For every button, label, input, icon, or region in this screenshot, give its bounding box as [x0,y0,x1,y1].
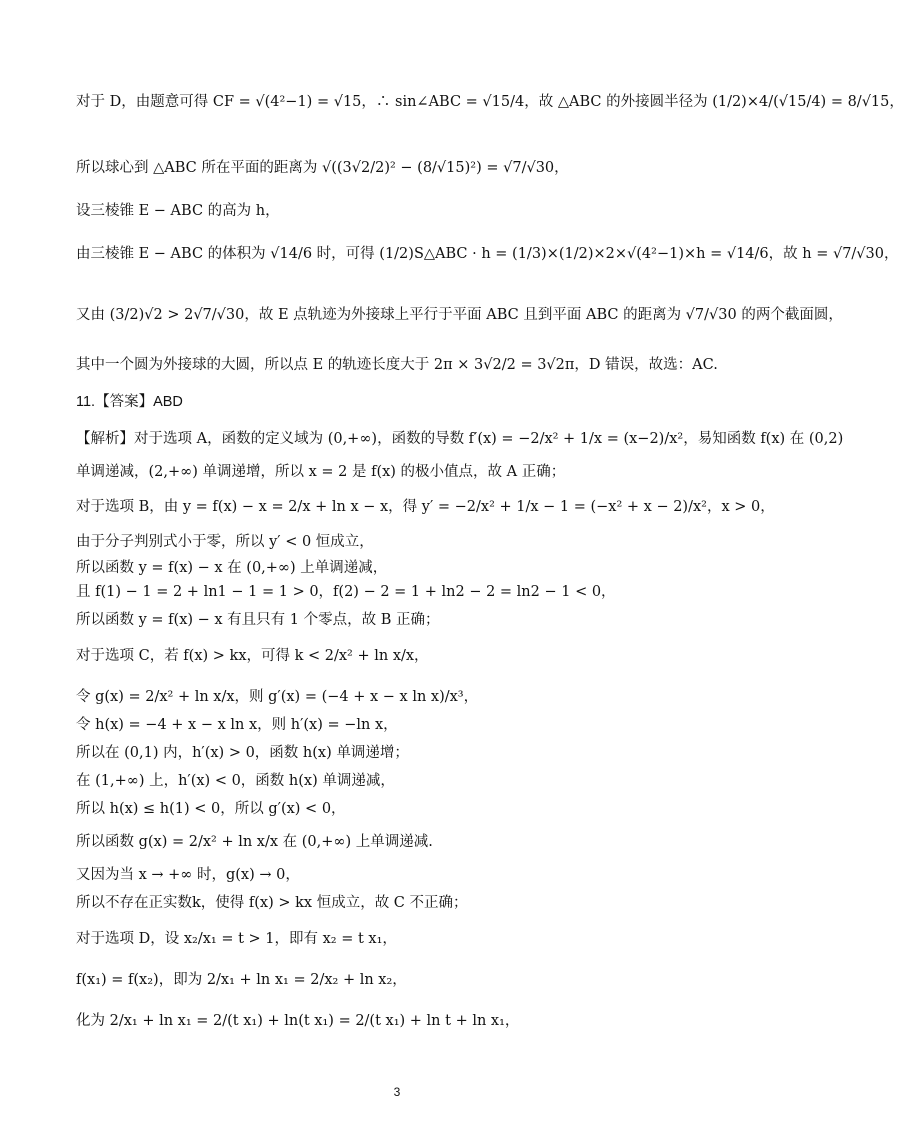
text-line: 【解析】对于选项 A，函数的定义域为 (0,+∞)，函数的导数 f′(x) = −2/x² + 1/x = (x−2)/x²，易知函数 f(x) 在 (0,2) [76,431,844,447]
text-line: 令 h(x) = −4 + x − x ln x，则 h′(x) = −ln x， [76,717,398,733]
text-line: 在 (1,+∞) 上，h′(x) < 0，函数 h(x) 单调递减， [76,773,395,789]
text-line: 由于分子判别式小于零，所以 y′ < 0 恒成立， [76,534,374,550]
text-line: 所以在 (0,1) 内，h′(x) > 0，函数 h(x) 单调递增； [76,745,409,761]
text-line: 由三棱锥 E − ABC 的体积为 √14/6 时，可得 (1/2)S△ABC · h = (1/3)×(1/2)×2×√(4²−1)×h = √14/6，故 h = √7/√30， [76,246,899,262]
text-line: 又由 (3/2)√2 > 2√7/√30，故 E 点轨迹为外接球上平行于平面 ABC 且到平面 ABC 的距离为 √7/√30 的两个截面圆， [76,307,843,323]
text-line: 所以球心到 △ABC 所在平面的距离为 √((3√2/2)² − (8/√15)²) = √7/√30， [76,160,569,176]
text-line: 化为 2/x₁ + ln x₁ = 2/(t x₁) + ln(t x₁) = 2/(t x₁) + ln t + ln x₁， [76,1013,520,1029]
text-line: 所以函数 y = f(x) − x 在 (0,+∞) 上单调递减， [76,560,388,576]
text-line: 对于选项 D，设 x₂/x₁ = t > 1，即有 x₂ = t x₁， [76,931,397,947]
text-line: 对于 D，由题意可得 CF = √(4²−1) = √15，∴ sin∠ABC = √15/4，故 △ABC 的外接圆半径为 (1/2)×4/(√15/4) = 8/√15， [76,94,904,110]
text-line: 且 f(1) − 1 = 2 + ln1 − 1 = 1 > 0，f(2) − 2 = 1 + ln2 − 2 = ln2 − 1 < 0， [76,584,616,600]
text-line: 11.【答案】ABD [76,394,183,410]
text-line: 单调递减，(2,+∞) 单调递增，所以 x = 2 是 f(x) 的极小值点，故 A 正确； [76,464,566,480]
text-line: 所以函数 g(x) = 2/x² + ln x/x 在 (0,+∞) 上单调递减. [76,834,433,850]
text-line: 对于选项 B，由 y = f(x) − x = 2/x + ln x − x，得 y′ = −2/x² + 1/x − 1 = (−x² + x − 2)/x²，x > 0， [76,499,775,515]
text-line: 设三棱锥 E − ABC 的高为 h， [76,203,280,219]
text-line: 其中一个圆为外接球的大圆，所以点 E 的轨迹长度大于 2π × 3√2/2 = 3√2π，D 错误，故选：AC. [76,357,718,373]
text-line: f(x₁) = f(x₂)，即为 2/x₁ + ln x₁ = 2/x₂ + ln x₂， [76,972,407,988]
text-line: 对于选项 C，若 f(x) > kx，可得 k < 2/x² + ln x/x， [76,648,429,664]
text-line: 所以不存在正实数k，使得 f(x) > kx 恒成立，故 C 不正确； [76,895,468,911]
page-number: 3 [393,1085,401,1099]
text-line: 所以函数 y = f(x) − x 有且只有 1 个零点，故 B 正确； [76,612,440,628]
text-line: 又因为当 x → +∞ 时，g(x) → 0， [76,867,300,883]
text-line: 令 g(x) = 2/x² + ln x/x，则 g′(x) = (−4 + x − x ln x)/x³， [76,689,479,705]
text-line: 所以 h(x) ≤ h(1) < 0，所以 g′(x) < 0， [76,801,346,817]
